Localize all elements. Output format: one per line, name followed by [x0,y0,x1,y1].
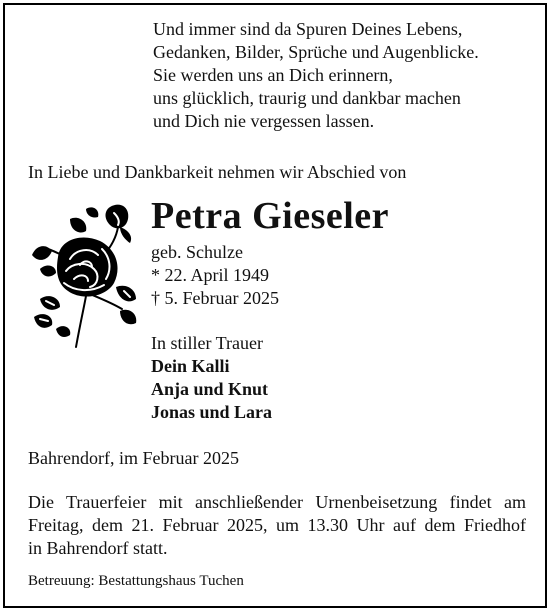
poem-line: Sie werden uns an Dich erinnern, [153,65,393,85]
deceased-name: Petra Gieseler [151,195,390,237]
poem-line: und Dich nie vergessen lassen. [153,111,375,131]
poem-line: uns glücklich, traurig und dankbar machen [153,88,461,108]
intro-text: In Liebe und Dankbarkeit nehmen wir Abschied von [28,162,407,182]
death-date: † 5. Februar 2025 [151,288,279,308]
mourner-name: Anja und Knut [151,379,269,399]
mourner-name: Dein Kalli [151,356,230,376]
deceased-details [151,241,279,310]
obituary-card [3,3,547,608]
maiden-name: geb. Schulze [151,242,243,262]
mourners-heading: In stiller Trauer [151,333,263,353]
poem-line: Gedanken, Bilder, Sprüche und Augenblicke. [153,42,479,62]
poem [153,18,543,133]
funeral-line: in Bahrendorf statt. [28,538,168,558]
funeral-notice [28,491,526,560]
undertaker-credit: Betreuung: Bestattungshaus Tuchen [28,573,244,589]
birth-date: * 22. April 1949 [151,265,270,285]
rose-icon [30,199,142,349]
funeral-line: Freitag, dem 21. Februar 2025, um 13.30 Uhr auf dem Friedhof [28,515,526,535]
place-date: Bahrendorf, im Februar 2025 [28,448,239,468]
mourners [151,332,272,424]
funeral-line: Die Trauerfeier mit anschließender Urnenbeisetzung findet am [28,492,526,512]
poem-line: Und immer sind da Spuren Deines Lebens, [153,19,463,39]
mourner-name: Jonas und Lara [151,402,273,422]
